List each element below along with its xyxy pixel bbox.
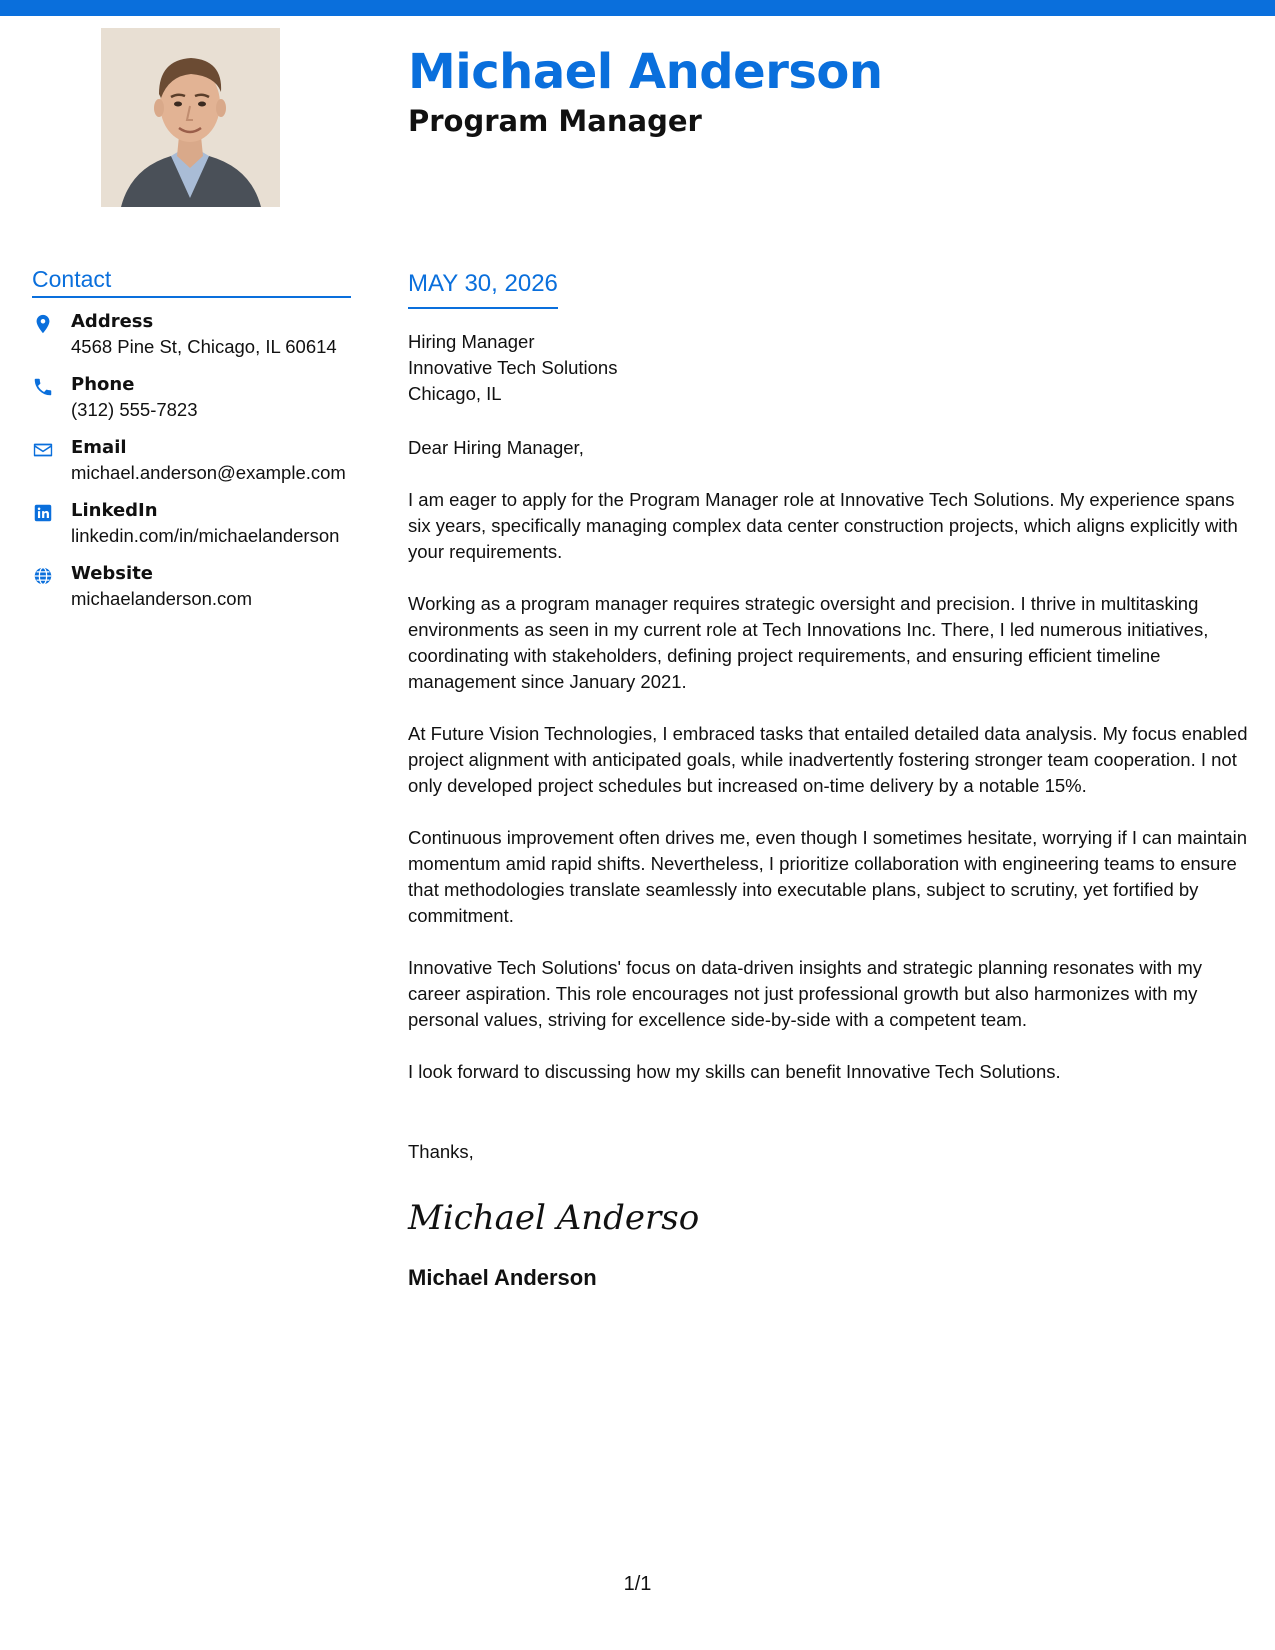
contact-list [32, 310, 351, 611]
envelope-icon [32, 439, 54, 461]
location-pin-icon [32, 313, 54, 335]
profile-photo [101, 28, 280, 207]
signature-text: Michael Anderso [408, 1198, 700, 1238]
contact-item-linkedin [32, 499, 351, 548]
contact-label: Website [71, 563, 154, 584]
applicant-name: Michael Anderson [408, 44, 883, 100]
recipient-line: Hiring Manager [408, 331, 535, 352]
contact-label: LinkedIn [71, 500, 158, 521]
letter-paragraph: Continuous improvement often drives me, even though I sometimes hesitate, worrying if I can maintain momentum amid rapid shifts. Nevertheless, I prioritize collaboration with engineering teams to ensure that methodologies translate seamlessly into executable plans, subject to scrutiny, yet fortified by commitment. [408, 827, 1248, 926]
contact-sidebar [32, 264, 351, 625]
contact-value-website[interactable]: michaelanderson.com [71, 588, 252, 609]
top-accent-bar [0, 0, 1275, 16]
recipient-line: Chicago, IL [408, 383, 502, 404]
linkedin-icon [32, 502, 54, 524]
contact-label: Phone [71, 374, 135, 395]
contact-item-email [32, 436, 351, 485]
closing: Thanks, [408, 1141, 474, 1162]
contact-item-website [32, 562, 351, 611]
letter-paragraph: I look forward to discussing how my skills can benefit Innovative Tech Solutions. [408, 1061, 1061, 1082]
letter-date: MAY 30, 2026 [408, 268, 558, 309]
recipient-line: Innovative Tech Solutions [408, 357, 618, 378]
recipient-block [408, 329, 1248, 407]
contact-label: Address [71, 311, 154, 332]
salutation: Dear Hiring Manager, [408, 437, 584, 458]
contact-section-title: Contact [32, 264, 351, 298]
letter-paragraph: Working as a program manager requires strategic oversight and precision. I thrive in multitasking environments as seen in my current role at Tech Innovations Inc. There, I led numerous initiatives, coordinating with stakeholders, defining project requirements, and ensuring efficient timeline management since January 2021. [408, 593, 1209, 692]
contact-value-email[interactable]: michael.anderson@example.com [71, 462, 346, 483]
contact-item-phone [32, 373, 351, 422]
letter-body [408, 268, 1248, 1293]
letter-paragraph: Innovative Tech Solutions' focus on data-driven insights and strategic planning resonates with my career aspiration. This role encourages not just professional growth but also harmonizes with my personal values, striving for excellence side-by-side with a competent team. [408, 957, 1203, 1030]
letter-paragraph: At Future Vision Technologies, I embraced tasks that entailed detailed data analysis. My focus enabled project alignment with anticipated goals, while inadvertently fostering stronger team cooperation. I not only developed project schedules but increased on-time delivery by a notable 15%. [408, 723, 1248, 796]
globe-icon [32, 565, 54, 587]
contact-value-address: 4568 Pine St, Chicago, IL 60614 [71, 336, 337, 357]
phone-icon [32, 376, 54, 398]
page-number: 1/1 [623, 1573, 652, 1595]
signer-name: Michael Anderson [408, 1265, 597, 1290]
contact-value-linkedin[interactable]: linkedin.com/in/michaelanderson [71, 525, 340, 546]
contact-value-phone: (312) 555-7823 [71, 399, 198, 420]
letter-paragraph: I am eager to apply for the Program Manager role at Innovative Tech Solutions. My experience spans six years, specifically managing complex data center construction projects, which aligns explicitly with your requirements. [408, 489, 1238, 562]
handwritten-signature [408, 1191, 700, 1241]
contact-item-address [32, 310, 351, 359]
applicant-job-title: Program Manager [408, 104, 702, 138]
contact-label: Email [71, 437, 127, 458]
